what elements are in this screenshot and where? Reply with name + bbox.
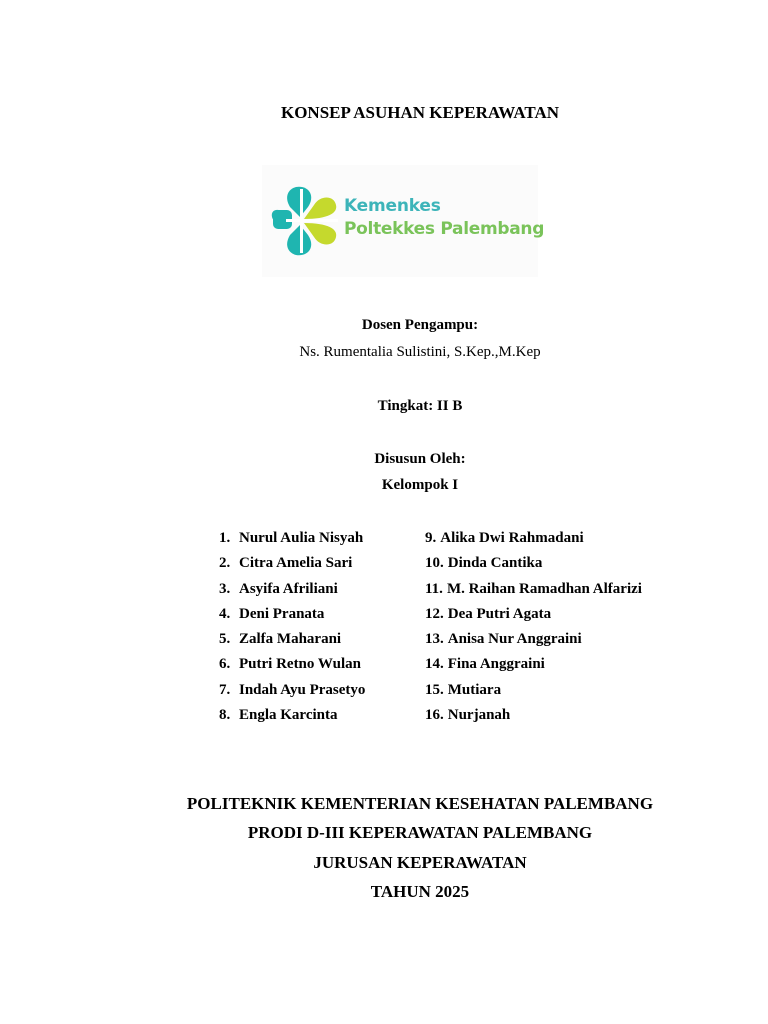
list-item: 10. Dinda Cantika xyxy=(425,555,543,572)
year-label: TAHUN 2025 xyxy=(370,882,470,901)
list-item: 11. M. Raihan Ramadhan Alfarizi xyxy=(425,580,642,597)
list-item: 13. Anisa Nur Anggraini xyxy=(425,631,582,648)
program-name: PRODI D-III KEPERAWATAN PALEMBANG xyxy=(247,823,593,842)
member-list-right xyxy=(425,529,642,731)
list-item: 7. Indah Ayu Prasetyo xyxy=(219,681,366,698)
list-item: 9. Alika Dwi Rahmadani xyxy=(425,530,584,546)
list-item: 12. Dea Putri Agata xyxy=(425,605,552,622)
tingkat-label: Tingkat: II B xyxy=(377,398,463,414)
dosen-name: Ns. Rumentalia Sulistini, S.Kep.,M.Kep xyxy=(299,344,541,360)
institution-name: POLITEKNIK KEMENTERIAN KESEHATAN PALEMBANG xyxy=(186,794,654,813)
list-item: 6. Putri Retno Wulan xyxy=(219,656,361,673)
list-item: 4. Deni Pranata xyxy=(219,605,325,622)
list-item: 2. Citra Amelia Sari xyxy=(219,555,353,572)
kelompok-label: Kelompok I xyxy=(381,477,459,493)
member-list-left xyxy=(219,529,365,731)
list-item: 15. Mutiara xyxy=(425,681,502,698)
department-name: JURUSAN KEPERAWATAN xyxy=(313,853,527,872)
logo-text-kemenkes: Kemenkes xyxy=(344,196,441,216)
list-item: 1. Nurul Aulia Nisyah xyxy=(219,530,364,546)
list-item: 16. Nurjanah xyxy=(425,707,511,724)
list-item: 3. Asyifa Afriliani xyxy=(219,580,338,597)
list-item: 5. Zalfa Maharani xyxy=(219,631,342,648)
kemenkes-emblem-icon xyxy=(262,165,342,277)
disusun-label: Disusun Oleh: xyxy=(374,451,466,467)
list-item: 14. Fina Anggraini xyxy=(425,656,545,673)
dosen-label: Dosen Pengampu: xyxy=(361,317,479,333)
kemenkes-poltekkes-logo xyxy=(262,165,545,277)
logo-text-poltekkes: Poltekkes Palembang xyxy=(344,219,545,239)
document-title: KONSEP ASUHAN KEPERAWATAN xyxy=(280,103,560,122)
list-item: 8. Engla Karcinta xyxy=(219,707,338,724)
